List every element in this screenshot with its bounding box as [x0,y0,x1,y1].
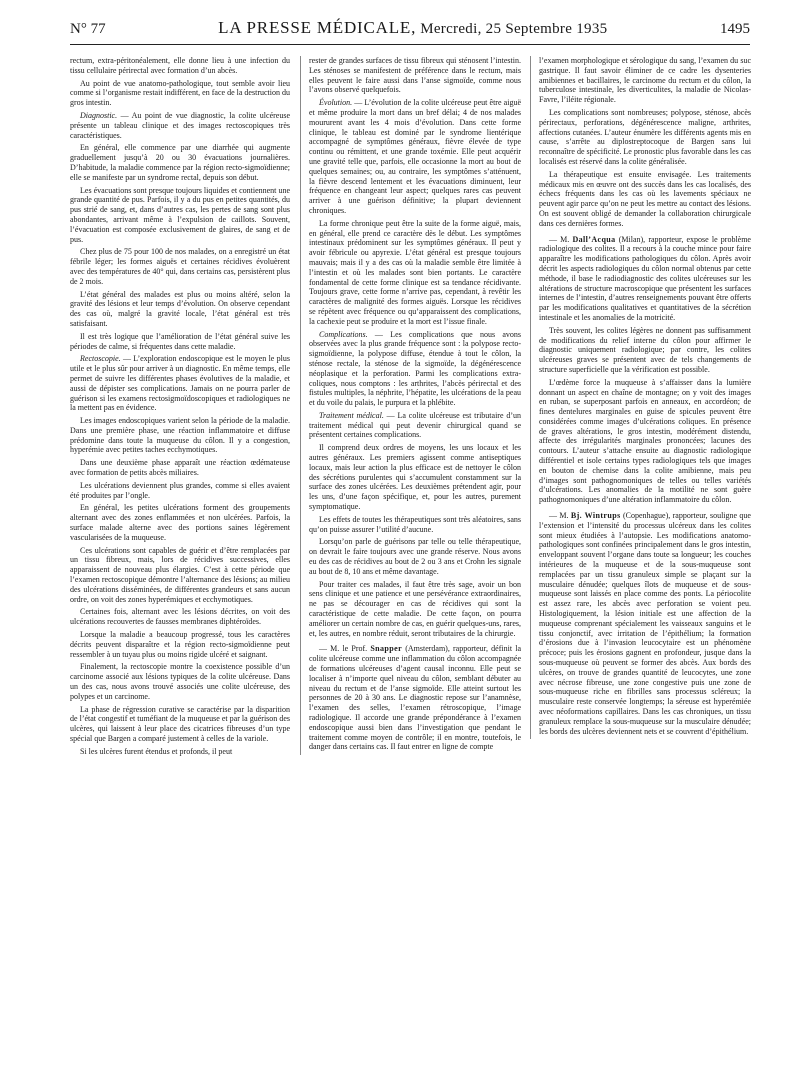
dash-prefix: — M. le Prof. [319,644,371,654]
paragraph: Il est très logique que l’amélioration de l’état général suive les périodes de calme, si fréquentes dans cette maladie. [70,331,290,351]
section-heading-rectoscopie: Rectoscopie. [80,354,121,364]
paragraph: Les images endoscopiques varient selon la période de la maladie. Dans une première phase, une réaction inflammatoire et diffuse prédomine dans toute la muqueuse du côlon. Il y a congestion, hyperémie avec petites taches ecchymotiques. [70,416,290,455]
paragraph: Pour traiter ces malades, il faut être très sage, avoir un bon sens clinique et une patience et une persévérance extraordinaires, ne pas se décourager en cas de récidives qui sont la caractéristique de cette maladie. De cette façon, on pourra améliorer un certain nombre de cas, en guérir quelques-uns, rares, et, les autres, en nombre réduit, seront tributaires de la chirurgie. [309,579,521,638]
paragraph-text: — La colite ulcéreuse est tributaire d’un traitement médical qui peut devenir chirurgical quand se présentent certaines complications. [309,410,522,440]
paragraph [309,644,521,752]
paragraph: rester de grandes surfaces de tissu fibreux qui sténosent l’intestin. Les sténoses se manifestent de préférence dans le rectum, mais elles peuvent le faire aussi dans l’anse sigmoïde, comme nous l’avons observé quelquefois. [309,56,521,95]
journal-title: LA PRESSE MÉDICALE, [218,18,417,37]
paragraph: En général, les petites ulcérations forment des groupements alternant avec des zones enflammées et non ulcérées. Parfois, la surface malade alterne avec des portions saines légèrement vascularisées de la muqueuse. [70,503,290,542]
paragraph: L’œdème force la muqueuse à s’affaisser dans la lumière donnant un aspect en chaîne de montagne; on y voit des images en ruban, se superposant parfois en anneaux, en accordéon; de fines dentelures marginales en guise de spicules peuvent être considérées comme images d’ulcérations coliques. En présence de graves altérations, le gros intestin, modérément distendu, affecte des irrégularités marginales prononcées; lacunes des contours. L’auteur s’attache ensuite au diagnostic radiologique différentiel et isole certains types radiologiques tels que images en bouton de chemise dans la colite amibienne, mais peu d’images sont pathognomoniques de telles ou telles variétés d’ulcérations. Les anomalies de la motilité ne sont guère pathognomoniques d’une altération inflammatoire du côlon. [539,377,751,505]
paragraph: Chez plus de 75 pour 100 de nos malades, on a enregistré un état fébrile léger; les formes aiguës et certaines récidives évoluèrent avec des températures de 40° qui, dans certains cas, persistèrent plus de 2 mois. [70,247,290,286]
paragraph: Certaines fois, alternant avec les lésions décrites, on voit des ulcérations recouvertes de fausses membranes diphtéroïdes. [70,607,290,627]
paragraph: En général, elle commence par une diarrhée qui augmente graduellement jusqu’à 20 ou 30 évacuations journalières. D’habitude, la maladie commence par la région recto-sigmoïdienne; elle se manifeste par un syndrome rectal, depuis son début. [70,143,290,182]
paragraph: L’état général des malades est plus ou moins altéré, selon la gravité des lésions et leur temps d’évolution. On observe cependant des cas où, malgré la gravité locale, l’état général est très satisfaisant. [70,289,290,328]
paragraph: Lorsque la maladie a beaucoup progressé, tous les caractères décrits peuvent disparaître et la région recto-sigmoïdienne peut ressembler à un tuyau plus ou moins rigide ulcéré et saignant. [70,630,290,659]
paragraph [309,330,521,408]
paragraph: rectum, extra-péritonéalement, elle donne lieu à une infection du tissu cellulaire périrectal avec formation d’un abcès. [70,56,290,75]
column-3 [530,56,751,739]
section-heading-complications: Complications. [319,329,368,339]
paragraph [70,354,290,413]
dash-prefix: — M. [549,511,571,521]
paragraph: Si les ulcères furent étendus et profonds, il peut [80,746,233,756]
issue-number: N° 77 [70,21,106,37]
paragraph-text: — L’évolution de la colite ulcéreuse peut être aiguë et même produire la mort dans un bref délai; 4 de nos malades moururent avant les 4 mois d’évolution. Dans cette forme clinique, le tableau est dominé par le syndrome lientérique accompagné de symptômes généraux, fièvre élevée de type continu ou rémittent, et une grande toxémie. Elle peut acquérir une gravité telle que, parfois, elle occasionne la mort au bout de quelques semaines; ou, au contraire, les symptômes s’atténuent, la fièvre descend lentement et les évacuations diminuent, leur fréquence en changeant leur aspect; quelques rares cas peuvent arriver à une guérison définitive; la plupart deviennent chroniques. [309,98,521,215]
paragraph: La forme chronique peut être la suite de la forme aiguë, mais, en général, elle prend ce caractère dès le début. Les symptômes intestinaux prédominent sur les symptômes généraux. Il peut y avoir fébricule ou apyrexie. L’état général est presque toujours mauvais; mais il y a des cas où la maladie semble être limitée à l’intestin et où les malades sont bien portants. Le caractère fondamental de cette forme clinique est sa tendance récidivante. Toujours grave, cette forme n’arrive pas, cependant, à revêtir les caractères de malignité des formes aiguës. Lorsque les récidives se répètent avec fréquence ou qu’apparaissent des complications, la cachexie peut se produire et la mort est l’issue finale. [309,218,521,326]
paragraph: l’examen morphologique et sérologique du sang, l’examen du suc gastrique. Il faut savoir éliminer de ce cadre les dysenteries amibiennes et bacillaires, le carcinome du rectum et du côlon, la tuberculose intestinale, les diverticulites, la maladie de Nicolas-Favre, l’iléite régionale. [539,56,751,105]
speaker-name: Bj. Wintrups [570,511,621,521]
paragraph: Lorsqu’on parle de guérisons par telle ou telle thérapeutique, on devrait le faire toujours avec une grande réserve. Nous avons eu des cas de récidives au bout de 2 ou 3 ans et Crohn les signale au bout de 8, 10 ans et même davantage. [309,537,521,576]
paragraph-text: — Au point de vue diagnostic, la colite ulcéreuse présente un tableau clinique et des images rectoscopiques très caractéristiques. [70,110,290,140]
paragraph-text: (Amsterdam), rapporteur, définit la colite ulcéreuse comme une inflammation du côlon accompagnée de formations ulcéreuses d’agent causal inconnu. Elle peut se localiser à n’importe quel niveau du côlon, semblant débuter au niveau du rectum et de l’anse sigmoïde. Elle atteint surtout les personnes de 20 à 30 ans. Le diagnostic repose sur l’anamnèse, l’examen des selles, l’examen rétroscopique, l’image radiologique. Il accorde une grande prépondérance à l’examen endoscopique aussi bien dans l’investigation que pendant le traitement comme moyen de contrôle; il en montre, toutefois, le danger dans certains cas. Il faut entrer en ligne de compte [309,644,521,752]
paragraph [539,235,751,323]
paragraph: Finalement, la rectoscopie montre la coexistence possible d’un carcinome associé aux lésions typiques de la colite ulcéreuse. Dans un des cas, nous avons trouvé associés une colite ulcéreuse, des polypes et un carcinome. [70,662,290,701]
paragraph: Dans une deuxième phase apparaît une réaction œdémateuse avec formation de petits abcès miliaires. [70,458,290,478]
paragraph-text: — L’exploration endoscopique est le moyen le plus utile et le plus sûr pour arriver à un diagnostic. En même temps, elle permet de suivre les différentes phases évolutives de la maladie, et aussi de dépister ses complications. Jamais on ne pourra parler de guérison si les examens rectosigmoïdoscopiques et radiologiques ne la mettent pas en évidence. [70,354,290,413]
paragraph: Au point de vue anatomo-pathologique, tout semble avoir lieu comme si l’organisme restait indifférent, en face de la destruction du gros intestin. [70,78,290,108]
speaker-name: Snapper [370,644,403,654]
paragraph: Très souvent, les colites légères ne donnent pas suffisamment de modifications du relief interne du côlon pour affirmer le diagnostic uniquement radiologique; par contre, les colites ulcéreuses graves se présentent avec de tels changements de structure superficielle que la vérification est possible. [539,325,751,374]
paragraph [70,111,290,140]
paragraph-text: (Copenhague), rapporteur, souligne que l’extension et l’intensité du processus ulcéreux dans les colites sont mieux étudiées à l’autopsie. Les modifications anatomo-pathologiques sont confinées principalement dans le gros intestin, enveloppant souvent l’organe dans toute sa longueur; les couches intérieures de la muqueuse et de la sous-muqueuse sont remplacées par un tissu granuleux simple se plaçant sur la musculaire dénudée; quelques îlots de muqueuse et de sous-muqueuse sont laissés en place comme des ponts. La périocolite est assez rare, les abcès avec perforation se voient peu. Histologiquement, la lésion initiale est une affection de la muqueuse comprenant spécialement les vaisseaux sanguins et le tissu conjonctif, avec irritation de l’épithélium; la formation d’érosions due à l’invasion leucocytaire est un phénomène précoce; puis les érosions gagnent en profondeur, jusque dans la sous-muqueuse où peuvent se former des abcès. Aux bords des ulcères, on trouve de grandes quantité de leucocytes, une zone avec nécrose fibreuse, une zone congestive puis une zone de sous-muqueuse riche en fibrilles sans processus scléreux; la musculaire reste conservée longtemps; la séreuse est hyperémiée avec néoformations capillaires. Dans les cas chroniques, un tissu granuleux remplace la sous-muqueuse sur la musculaire dénudée; les bords des ulcères deviennent nets et se couvrent d’épithélium. [539,511,751,736]
section-heading-evolution: Évolution. [319,98,353,108]
masthead [218,18,607,38]
issue-date: Mercredi, 25 Septembre 1935 [420,21,608,37]
section-heading-diagnostic: Diagnostic. [80,110,118,120]
paragraph: Les évacuations sont presque toujours liquides et contiennent une grande quantité de pus. Parfois, il y a du pus en petites quantités, du pus strié de sang, et, dans d’autres cas, les pertes de sang sont plus abondantes, arrivant même à l’expulsion de caillots. Souvent, l’évacuation est composée exclusivement de glaires, de sang et de pus. [70,185,290,244]
paragraph [309,98,521,216]
page-number: 1495 [720,21,750,37]
paragraph: Ces ulcérations sont capables de guérir et d’être remplacées par un tissu fibreux, mais, lors de récidives successives, elles apparaissent de nouveau plus élargies. C’est à cette période que l’examen rectoscopique démontre l’alternance des lésions; au milieu des ulcérations disséminées, de différentes grandeurs et sans aucun ordre, on voit des zones hyperémiques et ecchymotiques. [70,545,290,604]
paragraph [309,411,521,440]
speaker-name: Dall’Acqua [572,234,616,244]
paragraph: La phase de régression curative se caractérise par la disparition de l’état congestif et tuméfiant de la muqueuse et par la guérison des ulcères, qui laissent à leur place des cicatrices fibreuses d’un type spécial que Bargen a comparé justement à celles de la variole. [70,704,290,743]
column-2 [300,56,521,755]
paragraph: La thérapeutique est ensuite envisagée. Les traitements médicaux mis en œuvre ont des succès dans les cas localisés, des échecs fréquents dans les cas où les lavements spéciaux ne peuvent agir parce qu’on ne peut les mettre au contact des lésions. On est souvent obligé de demander la collaboration chirurgicale dans ces dernières formes. [539,169,751,228]
paragraph: Les complications sont nombreuses; polypose, sténose, abcès périrectaux, perforations, dégénérescence maligne, arthrites, affections cutanées. L’auteur énumère les différents agents mis en cause, s’arrête au diplostreptocoque de Bargen sans lui reconnaître de spécificité. Le pronostic plus favorable dans les cas localisés est réservé dans la colite généralisée. [539,107,751,166]
paragraph [539,511,751,736]
paragraph-text: — Les complications que nous avons observées avec la plus grande fréquence sont : la polypose recto-sigmoïdienne, la polypose diffuse, étendue à tout le côlon, la sténose rectale, la sténose de la sigmoïde, la dégénérescence néoplasique et la perforation. Parmi les complications extra-coliques, nous comptons : les arthrites, l’abcès périrectal et des fistules multiples, la néphrite, l’hépatite, les ulcérations de la peau et du voile du palais, le purpura et la phlébite. [309,329,521,408]
paragraph: Les effets de toutes les thérapeutiques sont très aléatoires, sans qu’on puisse assurer l’utilité d’aucune. [309,514,521,534]
column-1 [70,56,290,760]
paragraph-text: (Milan), rapporteur, expose le problème radiologique des colites. Il a recours à la couche mince pour faire apparaître les modifications pathologiques du côlon. Après avoir décrit les aspects radiologiques du côlon normal obtenus par cette méthode, il base le radiodiagnostic des colites ulcéreuses sur les altérations de structure macroscopique que présentent les surfaces internes de l’intestin, d’autres renseignements pouvant être offerts par les modifications qualitatives et quantitatives de la sécrétion intestinale et les anomalies de la motricité. [539,234,751,322]
section-heading-traitement: Traitement médical. [319,410,384,420]
paragraph: Les ulcérations deviennent plus grandes, comme si elles avaient été produites par l’ongle. [70,480,290,500]
paragraph: Il comprend deux ordres de moyens, les uns locaux et les autres généraux. Les premiers agissent comme antiseptiques locaux, mais leur action la plus efficace est de nettoyer le côlon des sécrétions purulentes qui s’accumulent constamment sur la surface des zones ulcérées. Les deuxièmes prétendent agir, pour les uns, d’une façon spécifique, et, pour les autres, purement symptomatique. [309,443,521,512]
page-header [70,18,750,45]
dash-prefix: — M. [549,234,573,244]
